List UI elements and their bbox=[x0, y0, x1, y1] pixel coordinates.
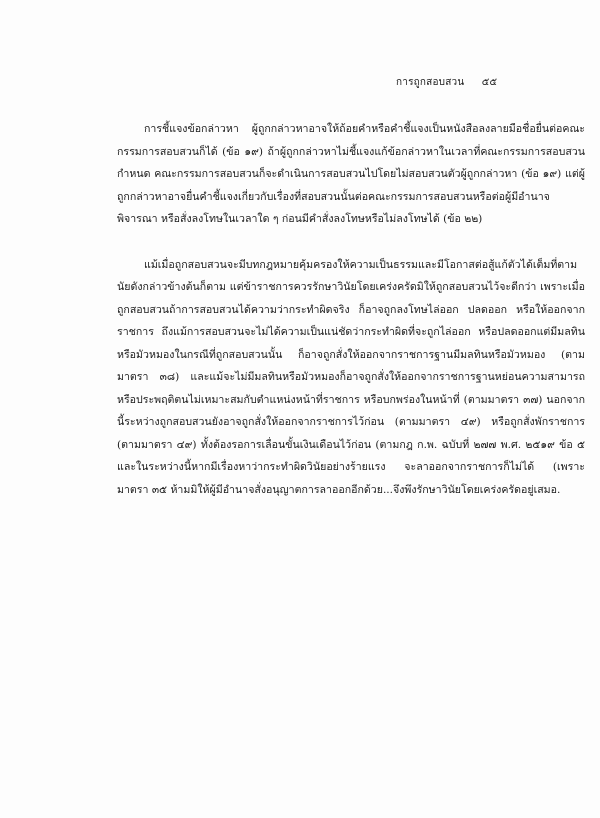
paragraph: แม้เมื่อถูกสอบสวนจะมีบทกฎหมายคุ้มครองให้ความเป็นธรรมและมีโอกาสต่อสู้แก้ตัวได้เต็มที่ตามนัยดังกล่าวข้างต้นก็ตาม แต่ข้าราชการควรรักษาวินัยโดยเคร่งครัดมิให้ถูกสอบสวนไว้จะดีกว่า เพราะเมื่อถูกสอบสวนถ้าการสอบสวนได้ความว่ากระทำผิดจริง ก็อาจถูกลงโทษไล่ออก ปลดออก หรือให้ออกจากราชการ ถึงแม้การสอบสวนจะไม่ได้ความเป็นแน่ชัดว่ากระทำผิดที่จะถูกไล่ออก หรือปลดออกแต่มีมลทินหรือมัวหมองในกรณีที่ถูกสอบสวนนั้น ก็อาจถูกสั่งให้ออกจากราชการฐานมีมลทินหรือมัวหมอง (ตามมาตรา ๓๘) และแม้จะไม่มีมลทินหรือมัวหมองก็อาจถูกสั่งให้ออกจากราชการฐานหย่อนความสามารถหรือประพฤติตนไม่เหมาะสมกับตำแหน่งหน้าที่ราชการ หรือบกพร่องในหน้าที่ (ตามมาตรา ๓๗) นอกจากนี้ระหว่างถูกสอบสวนยังอาจถูกสั่งให้ออกจากราชการไว้ก่อน (ตามมาตรา ๔๙) หรือถูกสั่งพักราชการ (ตามมาตรา ๔๙) ทั้งต้องรอการเลื่อนขั้นเงินเดือนไว้ก่อน (ตามกฎ ก.พ. ฉบับที่ ๒๗๗ พ.ศ. ๒๕๑๙ ข้อ ๕ และในระหว่างนี้หากมีเรื่องหาว่ากระทำผิดวินัยอย่างร้ายแรง จะลาออกจากราชการก็ไม่ได้ (เพราะมาตรา ๓๕ ห้ามมิให้ผู้มีอำนาจสั่งอนุญาตการลาออกอีกด้วย...จึงพึงรักษาวินัยโดยเคร่งครัดอยู่เสมอ. bbox=[117, 258, 585, 496]
body-text bbox=[117, 118, 585, 501]
page-number: ๕๕ bbox=[481, 77, 498, 88]
paragraph: การชี้แจงข้อกล่าวหา ผู้ถูกกล่าวหาอาจให้ถ้อยคำหรือคำชี้แจงเป็นหนังสือลงลายมือชื่อยื่นต่อคณะกรรมการสอบสวนก็ได้ (ข้อ ๑๙) ถ้าผู้ถูกกล่าวหาไม่ชี้แจงแก้ข้อกล่าวหาในเวลาที่คณะกรรมการสอบสวนกำหนด คณะกรรมการสอบสวนก็จะดำเนินการสอบสวนไปโดยไม่สอบสวนตัวผู้ถูกกล่าวหา (ข้อ ๑๙) แต่ผู้ถูกกล่าวหาอาจยื่นคำชี้แจงเกี่ยวกับเรื่องที่สอบสวนนั้นต่อคณะกรรมการสอบสวนหรือต่อผู้มีอำนาจพิจารณา หรือสั่งลงโทษในเวลาใด ๆ ก่อนมีคำสั่งลงโทษหรือไม่ลงโทษได้ (ข้อ ๒๒) bbox=[117, 123, 585, 225]
header-title: การถูกสอบสวน bbox=[396, 77, 465, 88]
running-header bbox=[396, 75, 566, 90]
